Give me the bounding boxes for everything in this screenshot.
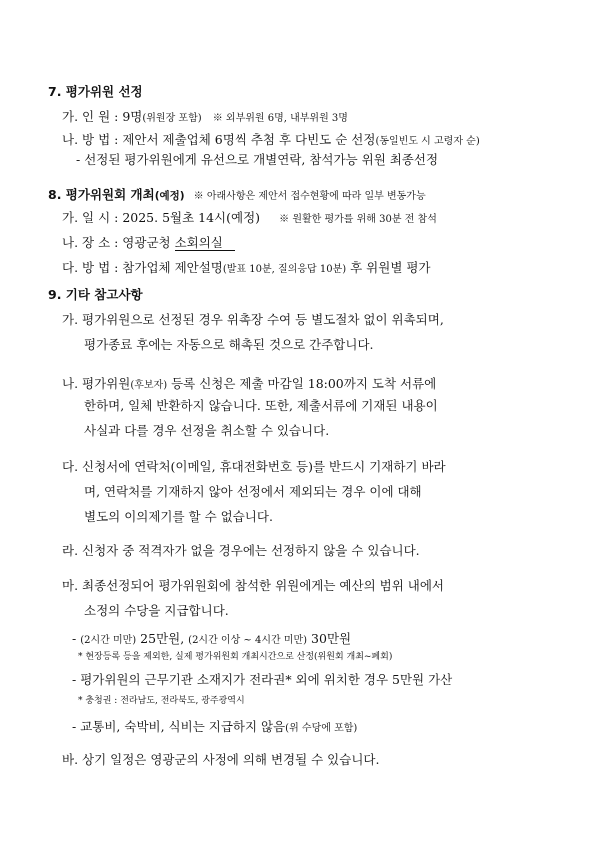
sec9-na-line-2: 한하며, 일체 반환하지 않습니다. 또한, 제출서류에 기재된 내용이	[84, 398, 438, 413]
sec9-da-line-3: 별도의 이의제기를 할 수 없습니다.	[84, 509, 273, 524]
sec9-ma-b1-cond2: (2시간 이상 ~ 4시간 미만)	[188, 635, 308, 646]
sec7-na-paren: (동일빈도 시 고령자 순)	[375, 136, 480, 147]
sec7-na-label: 나. 방 법 :	[62, 132, 123, 147]
sec9-ma-b1-amount2: 30만원	[307, 631, 352, 646]
sec9-na-1b: (후보자)	[130, 380, 168, 391]
sec9-ma-b1-cond1: (2시간 미만)	[80, 635, 137, 646]
sec8-item-na	[62, 234, 235, 250]
sec9-na-line-3: 사실과 다를 경우 선정을 취소할 수 있습니다.	[84, 423, 330, 438]
sec8-da-paren: (발표 10분, 질의응답 10분)	[222, 264, 347, 275]
sec9-ba-line: 바. 상기 일정은 영광군의 사정에 의해 변경될 수 있습니다.	[62, 752, 380, 767]
sec9-ma-bullet-3	[72, 718, 357, 734]
sec9-ma-line-2: 소정의 수당을 지급합니다.	[84, 603, 229, 618]
sec9-ga-line-1: 가. 평가위원으로 선정된 경우 위촉장 수여 등 별도절차 없이 위촉되며,	[62, 312, 444, 327]
sec7-ga-note: ※ 외부위원 6명, 내부위원 3명	[212, 113, 348, 124]
sec9-da-line-2: 며, 연락처를 기재하지 않아 선정에서 제외되는 경우 이에 대해	[84, 484, 422, 499]
sec8-da-label: 다. 방 법 : 참가업체 제안설명	[62, 260, 223, 275]
sec9-ma-note-1: * 현장등록 등을 제외한, 실제 평가위원회 개최시간으로 산정(위원회 개최~폐회)	[78, 652, 393, 662]
sec7-ga-main: 9명	[122, 109, 143, 124]
sec7-item-na	[62, 131, 480, 147]
sec7-item-bullet: - 선정된 평가위원에게 유선으로 개별연락, 참석가능 위원 최종선정	[76, 152, 439, 167]
sec9-da-line-1: 다. 신청서에 연락처(이메일, 휴대전화번호 등)를 반드시 기재하기 바라	[62, 459, 446, 474]
sec9-ra-line: 라. 신청자 중 적격자가 없을 경우에는 선정하지 않을 수 있습니다.	[62, 543, 420, 558]
section-7-title: 7. 평가위원 선정	[48, 84, 143, 99]
sec8-ga-note: ※ 원활한 평가를 위해 30분 전 참석	[279, 214, 437, 225]
sec7-ga-label: 가. 인 원 :	[62, 109, 123, 124]
sec8-ga-main: 2025. 5월초 14시	[122, 210, 227, 225]
sec9-ma-line-1: 마. 최종선정되어 평가위원회에 참석한 위원에게는 예산의 범위 내에서	[62, 578, 444, 593]
sec9-ga-line-2: 평가종료 후에는 자동으로 해촉된 것으로 간주합니다.	[84, 337, 374, 352]
sec9-na-1c: 등록 신청은 제출 마감일 18:00까지 도착 서류에	[167, 376, 437, 391]
sec7-item-ga	[62, 108, 348, 124]
sec9-ma-b3-paren: (위 수당에 포함)	[285, 723, 358, 734]
sec9-ma-b1-amount1: 25만원,	[136, 631, 189, 646]
sec7-ga-paren: (위원장 포함)	[142, 113, 202, 124]
section-8-note: ※ 아래사항은 제안서 접수현황에 따라 일부 변동가능	[193, 191, 426, 202]
sec9-na-line-1	[62, 375, 436, 391]
sec8-da-tail: 후 위원별 평가	[346, 260, 431, 275]
sec9-ma-b3-main: - 교통비, 숙박비, 식비는 지급하지 않음	[72, 719, 286, 734]
section-8-title: 8. 평가위원회 개최	[48, 187, 155, 202]
sec8-na-place: 소회의실	[175, 235, 235, 251]
section-9-title: 9. 기타 참고사항	[48, 287, 143, 302]
section-8-title-paren: (예정)	[154, 190, 185, 202]
sec9-ma-note-2: * 충청권 : 전라남도, 전라북도, 광주광역시	[78, 696, 245, 706]
sec8-item-ga	[62, 209, 437, 225]
sec9-ma-bullet-2: - 평가위원의 근무기관 소재지가 전라권* 외에 위치한 경우 5만원 가산	[72, 672, 453, 687]
sec8-ga-paren: (예정)	[226, 210, 261, 225]
section-8-title-row	[48, 186, 426, 202]
sec8-na-label: 나. 장 소 : 영광군청	[62, 235, 175, 250]
sec9-ma-bullet-1	[72, 630, 351, 646]
sec9-ma-b1-dash: -	[72, 631, 81, 646]
sec8-item-da	[62, 259, 431, 275]
sec9-na-1a: 나. 평가위원	[62, 376, 131, 391]
sec7-na-main: 제안서 제출업체 6명씩 추첨 후 다빈도 순 선정	[122, 132, 376, 147]
sec8-ga-label: 가. 일 시 :	[62, 210, 123, 225]
